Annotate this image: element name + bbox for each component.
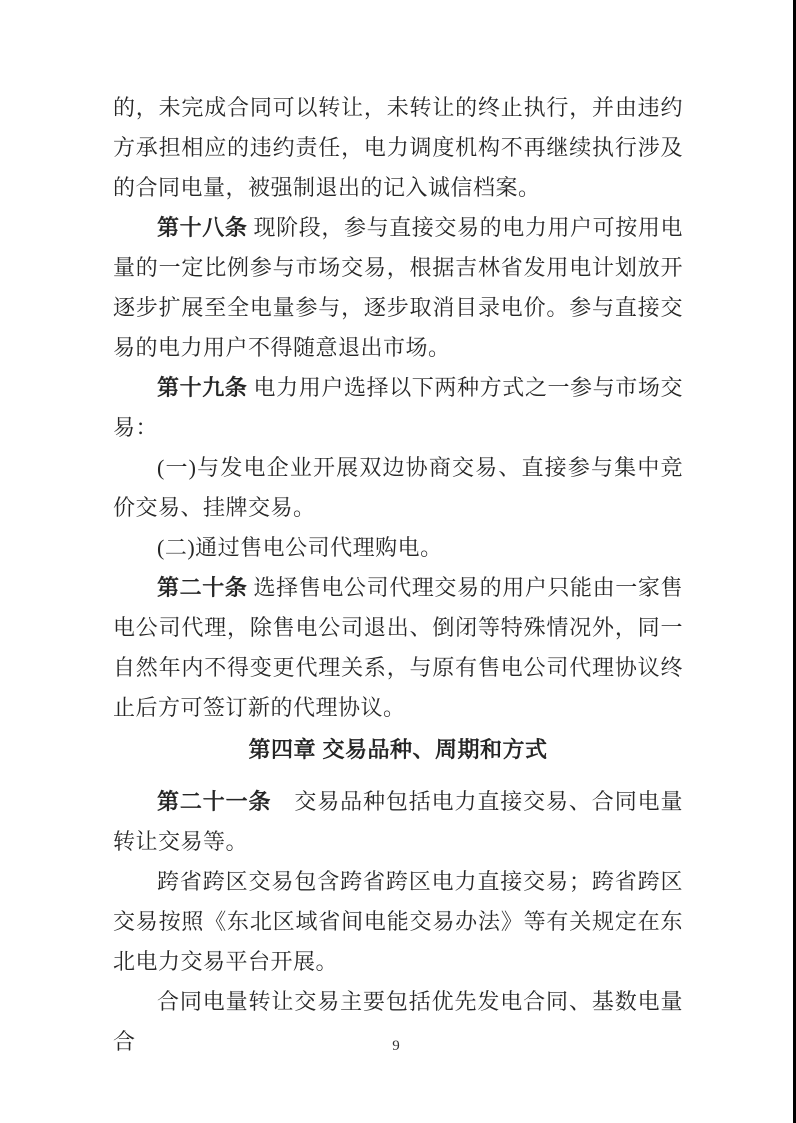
- paragraph: 第十九条 电力用户选择以下两种方式之一参与市场交易：: [113, 375, 683, 440]
- paragraph: 第十八条 现阶段，参与直接交易的电力用户可按用电量的一定比例参与市场交易，根据吉林省发用电计划放开逐步扩展至全电量参与，逐步取消目录电价。参与直接交易的电力用户不得随意退出市场。: [113, 215, 683, 360]
- page-number: 9: [392, 1038, 400, 1054]
- paragraph: 第二十条 选择售电公司代理交易的用户只能由一家售电公司代理，除售电公司退出、倒闭等特殊情况外，同一自然年内不得变更代理关系，与原有售电公司代理协议终止后方可签订新的代理协议。: [113, 575, 683, 720]
- paragraph: 合同电量转让交易主要包括优先发电合同、基数电量合: [113, 989, 683, 1054]
- article-number: 第十九条: [157, 375, 248, 400]
- paragraph: (二)通过售电公司代理购电。: [157, 535, 443, 560]
- paragraph: 跨省跨区交易包含跨省跨区电力直接交易；跨省跨区交易按照《东北区域省间电能交易办法》等有关规定在东北电力交易平台开展。: [113, 869, 683, 974]
- paragraph: (一)与发电企业开展双边协商交易、直接参与集中竞价交易、挂牌交易。: [113, 455, 683, 520]
- document-body: [113, 88, 683, 1062]
- article-number: 第二十条: [157, 575, 248, 600]
- paragraph: 的，未完成合同可以转让，未转让的终止执行，并由违约方承担相应的违约责任，电力调度机构不再继续执行涉及的合同电量，被强制退出的记入诚信档案。: [113, 95, 683, 200]
- paragraph: 第二十一条 交易品种包括电力直接交易、合同电量转让交易等。: [113, 789, 683, 854]
- chapter-heading: 第四章 交易品种、周期和方式: [248, 737, 548, 762]
- article-number: 第十八条: [157, 215, 248, 240]
- article-number: 第二十一条: [157, 789, 272, 814]
